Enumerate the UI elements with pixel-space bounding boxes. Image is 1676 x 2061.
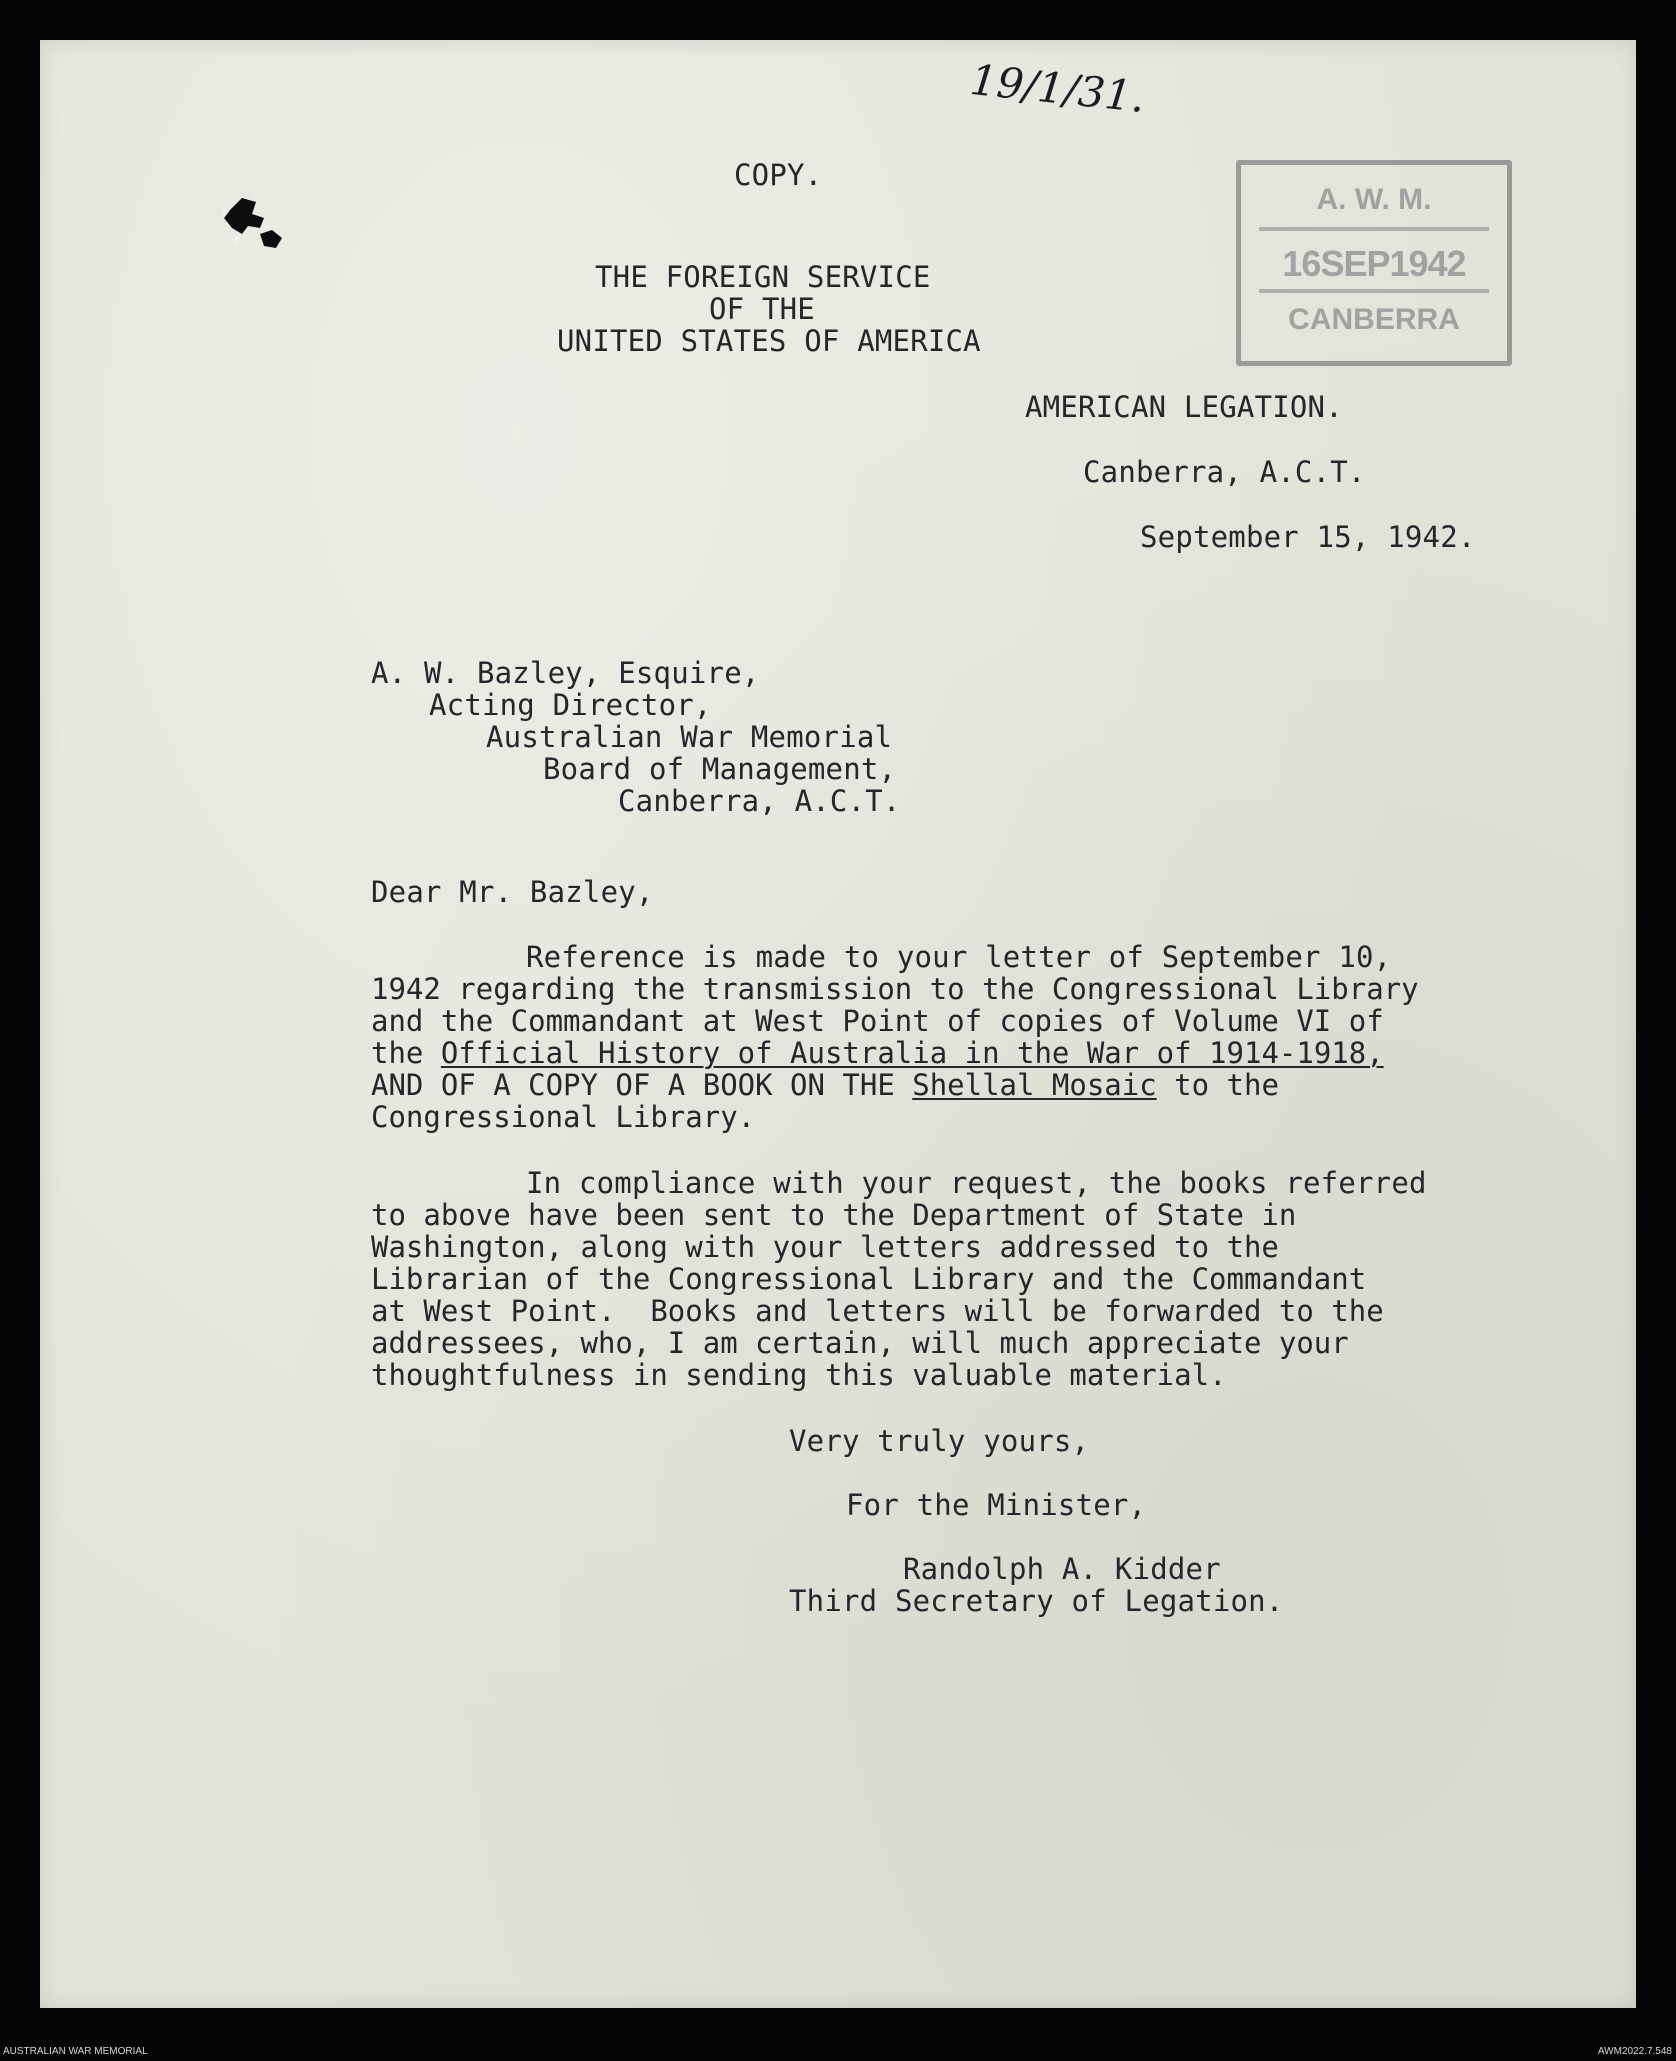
torn-hole-mark: [212, 188, 302, 268]
paragraph-2-line-1: In compliance with your request, the books referred: [526, 1166, 1427, 1200]
sender-office: AMERICAN LEGATION.: [1025, 390, 1343, 424]
copy-mark: COPY.: [734, 158, 823, 192]
paragraph-1-line-6: Congressional Library.: [371, 1100, 756, 1134]
footer-archive-name: AUSTRALIAN WAR MEMORIAL: [3, 2046, 148, 2057]
letterhead-line-2: OF THE: [709, 292, 815, 326]
paragraph-1-line-2: 1942 regarding the transmission to the Congressional Library: [371, 972, 1419, 1006]
paragraph-2-line-2: to above have been sent to the Department of State in: [371, 1198, 1297, 1232]
paragraph-1-line-5: [371, 1068, 1279, 1102]
stamp-place: CANBERRA: [1288, 303, 1460, 336]
paragraph-1-line-5-pre: AND OF A COPY OF A BOOK ON THE: [371, 1068, 913, 1102]
paragraph-1-line-3: and the Commandant at West Point of copies of Volume VI of: [371, 1004, 1384, 1038]
signatory-title: Third Secretary of Legation.: [789, 1584, 1284, 1618]
paragraph-1-line-4: [371, 1036, 1384, 1070]
recipient-line-5: Canberra, A.C.T.: [618, 784, 901, 818]
shellal-mosaic-title: Shellal Mosaic: [912, 1068, 1157, 1102]
closing: Very truly yours,: [789, 1424, 1090, 1458]
stamp-divider: [1259, 289, 1489, 293]
paragraph-2-line-4: Librarian of the Congressional Library and the Commandant: [371, 1262, 1367, 1296]
recipient-line-2: Acting Director,: [429, 688, 712, 722]
stamp-org: A. W. M.: [1316, 183, 1432, 216]
sender-place: Canberra, A.C.T.: [1083, 455, 1366, 489]
recipient-line-1: A. W. Bazley, Esquire,: [371, 656, 760, 690]
salutation: Dear Mr. Bazley,: [371, 875, 654, 909]
recipient-line-4: Board of Management,: [543, 752, 897, 786]
paragraph-1-line-1: Reference is made to your letter of September 10,: [526, 940, 1392, 974]
letterhead-line-1: THE FOREIGN SERVICE: [595, 260, 931, 294]
stamp-divider: [1259, 227, 1489, 231]
stamp-date: 16SEP1942: [1282, 243, 1466, 284]
received-stamp: [1236, 160, 1512, 366]
on-behalf: For the Minister,: [846, 1488, 1147, 1522]
handwritten-file-reference: 19/1/31.: [967, 54, 1148, 123]
paragraph-2-line-5: at West Point. Books and letters will be forwarded to the: [371, 1294, 1384, 1328]
official-history-title: Official History of Australia in the War of 1914-1918,: [440, 1036, 1384, 1070]
footer-accession-number: AWM2022.7.548: [1597, 2046, 1672, 2057]
paragraph-2-line-7: thoughtfulness in sending this valuable material.: [371, 1358, 1227, 1392]
paragraph-2-line-6: addressees, who, I am certain, will much appreciate your: [371, 1326, 1349, 1360]
letter-date: September 15, 1942.: [1140, 520, 1476, 554]
letterhead-line-3: UNITED STATES OF AMERICA: [557, 324, 981, 358]
paragraph-1-line-5-post: to the: [1156, 1068, 1279, 1102]
show-through-text: [80, 820, 139, 1020]
signatory-name: Randolph A. Kidder: [903, 1552, 1221, 1586]
recipient-line-3: Australian War Memorial: [486, 720, 893, 754]
paragraph-2-line-3: Washington, along with your letters addressed to the: [371, 1230, 1279, 1264]
letter-page: [40, 40, 1636, 2008]
paragraph-1-line-4-pre: the: [371, 1036, 441, 1070]
